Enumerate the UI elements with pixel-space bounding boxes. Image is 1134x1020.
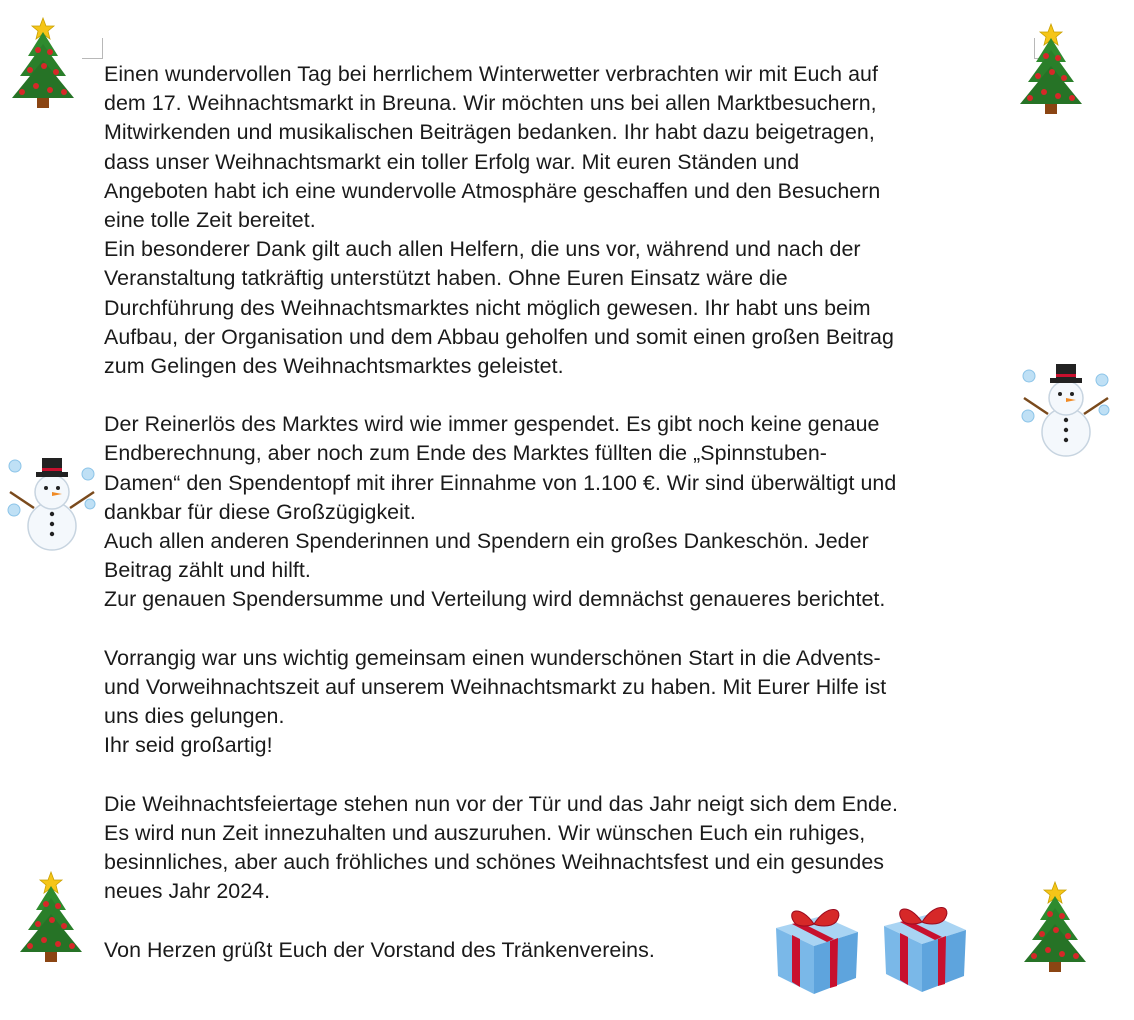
text-line: besinnliches, aber auch fröhliches und schönes Weihnachtsfest und ein gesundes	[104, 850, 885, 875]
text-line: Damen“ den Spendentopf mit ihrer Einnahme von 1.100 €. Wir sind überwältigt und	[104, 470, 897, 495]
text-line: Auch allen anderen Spenderinnen und Spendern ein großes Dankeschön. Jeder	[104, 529, 869, 553]
gift-box-icon	[878, 896, 970, 996]
text-line: Aufbau, der Organisation und dem Abbau geholfen und somit einen großen Beitrag	[104, 324, 894, 349]
text-line: Es wird nun Zeit innezuhalten und auszuruhen. Wir wünschen Euch ein ruhiges,	[104, 820, 866, 845]
text-line: neues Jahr 2024.	[104, 879, 271, 904]
christmas-tree-icon	[1018, 880, 1092, 976]
blank-line	[104, 381, 1034, 410]
snowman-icon	[1020, 358, 1112, 458]
text-line: dankbar für diese Großzügigkeit.	[104, 499, 416, 524]
blank-line	[104, 761, 1034, 790]
text-line: zum Gelingen des Weihnachtsmarktes geleistet.	[104, 353, 564, 378]
text-line: dass unser Weihnachtsmarkt ein toller Erfolg war. Mit euren Ständen und	[104, 149, 800, 174]
gift-box-icon	[770, 898, 862, 998]
text-line: uns dies gelungen.	[104, 704, 285, 729]
text-line: Vorrangig war uns wichtig gemeinsam einen wunderschönen Start in die Advents-	[104, 645, 881, 670]
snowman-icon	[6, 452, 98, 552]
text-line: Endberechnung, aber noch zum Ende des Marktes füllten die „Spinnstuben-	[104, 441, 827, 466]
christmas-tree-icon	[6, 16, 80, 112]
text-line: Ihr seid großartig!	[104, 733, 273, 758]
letter-body	[104, 60, 1034, 965]
text-line: und Vorweihnachtszeit auf unserem Weihnachtsmarkt zu haben. Mit Eurer Hilfe ist	[104, 674, 887, 699]
text-line: Angeboten habt ich eine wundervolle Atmosphäre geschaffen und den Besuchern	[104, 178, 881, 203]
text-line: Der Reinerlös des Marktes wird wie immer gespendet. Es gibt noch keine genaue	[104, 412, 880, 437]
text-line: Durchführung des Weihnachtsmarktes nicht möglich gewesen. Ihr habt uns beim	[104, 295, 871, 320]
text-line: Zur genauen Spendersumme und Verteilung wird demnächst genaueres berichtet.	[104, 587, 886, 612]
text-line: Veranstaltung tatkräftig unterstützt haben. Ohne Euren Einsatz wäre die	[104, 266, 788, 291]
christmas-tree-icon	[14, 870, 88, 966]
page-corner-mark-left	[82, 38, 103, 59]
christmas-tree-icon	[1014, 22, 1088, 118]
text-line: Die Weihnachtsfeiertage stehen nun vor der Tür und das Jahr neigt sich dem Ende.	[104, 791, 898, 816]
text-line: Beitrag zählt und hilft.	[104, 558, 311, 583]
blank-line	[104, 615, 1034, 644]
text-line: Einen wundervollen Tag bei herrlichem Winterwetter verbrachten wir mit Euch auf	[104, 62, 878, 86]
text-line: Mitwirkenden und musikalischen Beiträgen bedanken. Ihr habt dazu beigetragen,	[104, 120, 875, 145]
text-line: dem 17. Weihnachtsmarkt in Breuna. Wir möchten uns bei allen Marktbesuchern,	[104, 91, 877, 116]
text-line: Ein besonderer Dank gilt auch allen Helfern, die uns vor, während und nach der	[104, 237, 861, 262]
text-line: Von Herzen grüßt Euch der Vorstand des Tränkenvereins.	[104, 937, 655, 962]
text-line: eine tolle Zeit bereitet.	[104, 207, 316, 232]
